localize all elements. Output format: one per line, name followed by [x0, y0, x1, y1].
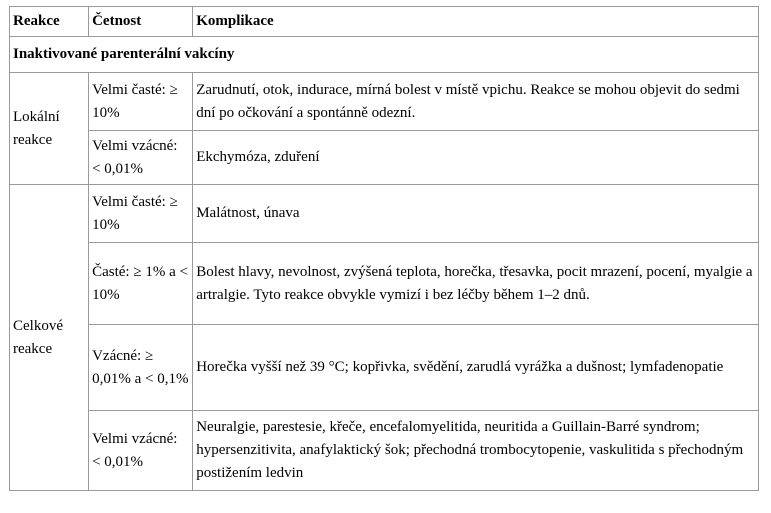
- complication-cell: Zarudnutí, otok, indurace, mírná bolest v místě vpichu. Reakce se mohou objevit do sedmi dní po očkování a spontánně odezní.: [193, 73, 759, 131]
- table-row: [10, 243, 759, 325]
- table-header-row: [10, 7, 759, 37]
- table-row: [10, 73, 759, 131]
- complication-cell: Horečka vyšší než 39 °C; kopřivka, svědění, zarudlá vyrážka a dušnost; lymfadenopatie: [193, 325, 759, 411]
- header-frequency: Četnost: [89, 7, 193, 37]
- table-row: [10, 411, 759, 491]
- complication-cell: Bolest hlavy, nevolnost, zvýšená teplota, horečka, třesavka, pocit mrazení, pocení, myalgie a artralgie. Tyto reakce obvykle vymizí i bez léčby během 1–2 dnů.: [193, 243, 759, 325]
- complication-cell: Malátnost, únava: [193, 185, 759, 243]
- frequency-cell: Časté: ≥ 1% a < 10%: [89, 243, 193, 325]
- table-row: [10, 185, 759, 243]
- frequency-cell: Velmi vzácné: < 0,01%: [89, 131, 193, 185]
- section-row: [10, 37, 759, 73]
- complication-cell: Neuralgie, parestesie, křeče, encefalomyelitida, neuritida a Guillain-Barré syndrom; hypersenzitivita, anafylaktický šok; přechodná trombocytopenie, vaskulitida s přechodným postižením ledvin: [193, 411, 759, 491]
- table-row: [10, 131, 759, 185]
- reaction-cell-general: Celkové reakce: [10, 185, 89, 491]
- header-reaction: Reakce: [10, 7, 89, 37]
- header-complication: Komplikace: [193, 7, 759, 37]
- frequency-cell: Velmi časté: ≥ 10%: [89, 73, 193, 131]
- table-row: [10, 325, 759, 411]
- adverse-reactions-table: [9, 6, 759, 491]
- reaction-cell-local: Lokální reakce: [10, 73, 89, 185]
- complication-cell: Ekchymóza, zduření: [193, 131, 759, 185]
- section-title: Inaktivované parenterální vakcíny: [10, 37, 759, 73]
- frequency-cell: Vzácné: ≥ 0,01% a < 0,1%: [89, 325, 193, 411]
- frequency-cell: Velmi vzácné: < 0,01%: [89, 411, 193, 491]
- frequency-cell: Velmi časté: ≥ 10%: [89, 185, 193, 243]
